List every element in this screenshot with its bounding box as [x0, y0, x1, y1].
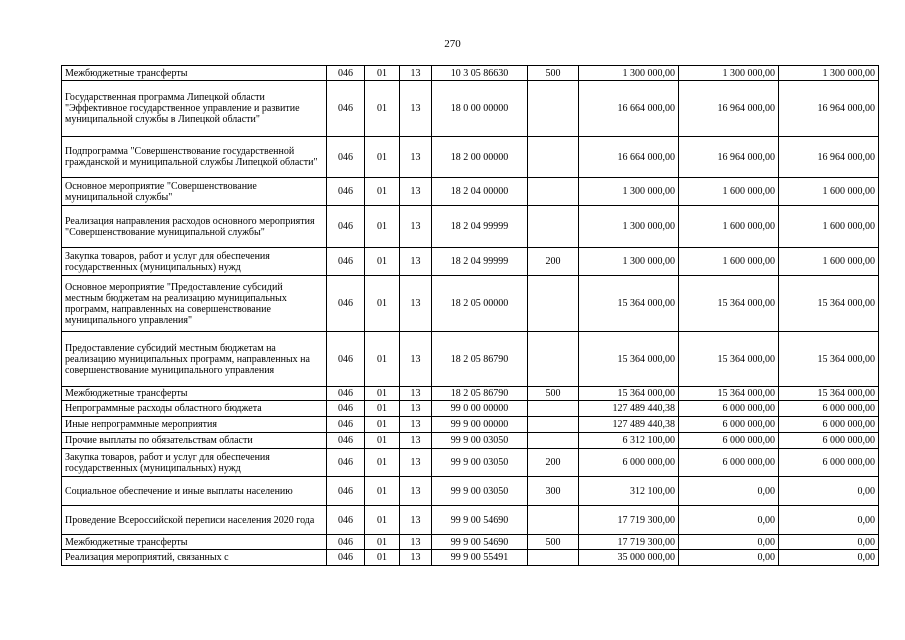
section-cell: 01	[365, 433, 400, 449]
subsection-cell: 13	[400, 248, 432, 276]
subsection-cell: 13	[400, 387, 432, 401]
table-row	[62, 477, 879, 506]
amount-year1-cell: 1 300 000,00	[579, 178, 679, 206]
subsection-cell: 13	[400, 535, 432, 550]
amount-year2-cell: 16 964 000,00	[679, 137, 779, 178]
target-article-cell: 99 9 00 03050	[432, 449, 528, 477]
table-row	[62, 137, 879, 178]
row-name-cell: Закупка товаров, работ и услуг для обеспечения государственных (муниципальных) нужд	[62, 248, 327, 276]
admin-code-cell: 046	[327, 332, 365, 387]
expense-type-cell	[528, 332, 579, 387]
amount-year2-cell: 1 600 000,00	[679, 248, 779, 276]
amount-year3-cell: 15 364 000,00	[779, 332, 879, 387]
amount-year2-cell: 16 964 000,00	[679, 81, 779, 137]
target-article-cell: 18 0 00 00000	[432, 81, 528, 137]
amount-year1-cell: 1 300 000,00	[579, 248, 679, 276]
row-name-cell: Подпрограмма "Совершенствование государственной гражданской и муниципальной службы Липецкой области"	[62, 137, 327, 178]
table-row	[62, 81, 879, 137]
amount-year2-cell: 0,00	[679, 550, 779, 566]
target-article-cell: 99 9 00 00000	[432, 417, 528, 433]
amount-year3-cell: 16 964 000,00	[779, 81, 879, 137]
amount-year3-cell: 0,00	[779, 550, 879, 566]
row-name-cell: Основное мероприятие "Совершенствование муниципальной службы"	[62, 178, 327, 206]
row-name-cell: Реализация мероприятий, связанных с	[62, 550, 327, 566]
amount-year1-cell: 1 300 000,00	[579, 66, 679, 81]
section-cell: 01	[365, 387, 400, 401]
row-name-cell: Закупка товаров, работ и услуг для обеспечения государственных (муниципальных) нужд	[62, 449, 327, 477]
row-name-cell: Прочие выплаты по обязательствам области	[62, 433, 327, 449]
admin-code-cell: 046	[327, 433, 365, 449]
section-cell: 01	[365, 276, 400, 332]
admin-code-cell: 046	[327, 449, 365, 477]
target-article-cell: 99 9 00 03050	[432, 433, 528, 449]
row-name-cell: Социальное обеспечение и иные выплаты населению	[62, 477, 327, 506]
target-article-cell: 99 9 00 03050	[432, 477, 528, 506]
expense-type-cell: 500	[528, 66, 579, 81]
table-row	[62, 417, 879, 433]
admin-code-cell: 046	[327, 81, 365, 137]
amount-year2-cell: 0,00	[679, 535, 779, 550]
amount-year2-cell: 0,00	[679, 477, 779, 506]
amount-year1-cell: 35 000 000,00	[579, 550, 679, 566]
amount-year2-cell: 6 000 000,00	[679, 449, 779, 477]
admin-code-cell: 046	[327, 178, 365, 206]
expense-type-cell	[528, 206, 579, 248]
expense-type-cell	[528, 550, 579, 566]
amount-year3-cell: 15 364 000,00	[779, 387, 879, 401]
amount-year1-cell: 17 719 300,00	[579, 535, 679, 550]
target-article-cell: 18 2 05 86790	[432, 332, 528, 387]
amount-year2-cell: 15 364 000,00	[679, 332, 779, 387]
amount-year2-cell: 1 600 000,00	[679, 206, 779, 248]
expense-type-cell	[528, 506, 579, 535]
admin-code-cell: 046	[327, 477, 365, 506]
amount-year1-cell: 16 664 000,00	[579, 137, 679, 178]
amount-year2-cell: 6 000 000,00	[679, 401, 779, 417]
table-row	[62, 550, 879, 566]
amount-year3-cell: 0,00	[779, 535, 879, 550]
amount-year2-cell: 15 364 000,00	[679, 387, 779, 401]
section-cell: 01	[365, 81, 400, 137]
budget-table	[61, 65, 879, 566]
subsection-cell: 13	[400, 178, 432, 206]
target-article-cell: 18 2 05 00000	[432, 276, 528, 332]
admin-code-cell: 046	[327, 276, 365, 332]
table-row	[62, 276, 879, 332]
amount-year2-cell: 15 364 000,00	[679, 276, 779, 332]
amount-year3-cell: 1 600 000,00	[779, 248, 879, 276]
section-cell: 01	[365, 401, 400, 417]
amount-year1-cell: 6 000 000,00	[579, 449, 679, 477]
amount-year1-cell: 17 719 300,00	[579, 506, 679, 535]
amount-year2-cell: 6 000 000,00	[679, 417, 779, 433]
page-number: 270	[444, 38, 461, 50]
admin-code-cell: 046	[327, 387, 365, 401]
amount-year2-cell: 1 600 000,00	[679, 178, 779, 206]
amount-year3-cell: 16 964 000,00	[779, 137, 879, 178]
section-cell: 01	[365, 206, 400, 248]
section-cell: 01	[365, 550, 400, 566]
section-cell: 01	[365, 137, 400, 178]
amount-year3-cell: 0,00	[779, 506, 879, 535]
amount-year3-cell: 6 000 000,00	[779, 449, 879, 477]
expense-type-cell: 500	[528, 387, 579, 401]
admin-code-cell: 046	[327, 248, 365, 276]
section-cell: 01	[365, 248, 400, 276]
subsection-cell: 13	[400, 66, 432, 81]
amount-year3-cell: 1 300 000,00	[779, 66, 879, 81]
amount-year3-cell: 1 600 000,00	[779, 178, 879, 206]
expense-type-cell	[528, 401, 579, 417]
table-row	[62, 387, 879, 401]
table-row	[62, 535, 879, 550]
section-cell: 01	[365, 178, 400, 206]
row-name-cell: Предоставление субсидий местным бюджетам на реализацию муниципальных программ, направленных на совершенствование муниципального управления	[62, 332, 327, 387]
expense-type-cell	[528, 137, 579, 178]
subsection-cell: 13	[400, 276, 432, 332]
expense-type-cell: 300	[528, 477, 579, 506]
row-name-cell: Межбюджетные трансферты	[62, 535, 327, 550]
row-name-cell: Межбюджетные трансферты	[62, 66, 327, 81]
target-article-cell: 18 2 04 00000	[432, 178, 528, 206]
admin-code-cell: 046	[327, 66, 365, 81]
table-row	[62, 66, 879, 81]
target-article-cell: 99 9 00 54690	[432, 506, 528, 535]
row-name-cell: Проведение Всероссийской переписи населения 2020 года	[62, 506, 327, 535]
target-article-cell: 18 2 05 86790	[432, 387, 528, 401]
table-row	[62, 206, 879, 248]
amount-year2-cell: 0,00	[679, 506, 779, 535]
row-name-cell: Основное мероприятие "Предоставление субсидий местным бюджетам на реализацию муниципальных программ, направленных на совершенствование муниципального управления"	[62, 276, 327, 332]
section-cell: 01	[365, 417, 400, 433]
expense-type-cell	[528, 276, 579, 332]
amount-year1-cell: 1 300 000,00	[579, 206, 679, 248]
target-article-cell: 18 2 00 00000	[432, 137, 528, 178]
amount-year3-cell: 15 364 000,00	[779, 276, 879, 332]
expense-type-cell	[528, 178, 579, 206]
target-article-cell: 18 2 04 99999	[432, 206, 528, 248]
amount-year3-cell: 6 000 000,00	[779, 401, 879, 417]
table-row	[62, 332, 879, 387]
amount-year2-cell: 6 000 000,00	[679, 433, 779, 449]
expense-type-cell: 200	[528, 449, 579, 477]
admin-code-cell: 046	[327, 550, 365, 566]
expense-type-cell: 500	[528, 535, 579, 550]
subsection-cell: 13	[400, 401, 432, 417]
subsection-cell: 13	[400, 506, 432, 535]
expense-type-cell	[528, 81, 579, 137]
amount-year1-cell: 16 664 000,00	[579, 81, 679, 137]
target-article-cell: 10 3 05 86630	[432, 66, 528, 81]
admin-code-cell: 046	[327, 401, 365, 417]
subsection-cell: 13	[400, 433, 432, 449]
table-row	[62, 401, 879, 417]
target-article-cell: 99 9 00 55491	[432, 550, 528, 566]
table-row	[62, 248, 879, 276]
row-name-cell: Непрограммные расходы областного бюджета	[62, 401, 327, 417]
amount-year1-cell: 127 489 440,38	[579, 401, 679, 417]
table-row	[62, 178, 879, 206]
target-article-cell: 99 9 00 54690	[432, 535, 528, 550]
subsection-cell: 13	[400, 550, 432, 566]
section-cell: 01	[365, 506, 400, 535]
admin-code-cell: 046	[327, 206, 365, 248]
expense-type-cell	[528, 417, 579, 433]
target-article-cell: 99 0 00 00000	[432, 401, 528, 417]
subsection-cell: 13	[400, 206, 432, 248]
amount-year3-cell: 0,00	[779, 477, 879, 506]
amount-year2-cell: 1 300 000,00	[679, 66, 779, 81]
expense-type-cell	[528, 433, 579, 449]
target-article-cell: 18 2 04 99999	[432, 248, 528, 276]
section-cell: 01	[365, 66, 400, 81]
row-name-cell: Межбюджетные трансферты	[62, 387, 327, 401]
subsection-cell: 13	[400, 449, 432, 477]
subsection-cell: 13	[400, 137, 432, 178]
table-row	[62, 506, 879, 535]
admin-code-cell: 046	[327, 506, 365, 535]
subsection-cell: 13	[400, 417, 432, 433]
table-row	[62, 433, 879, 449]
amount-year1-cell: 15 364 000,00	[579, 332, 679, 387]
subsection-cell: 13	[400, 81, 432, 137]
amount-year1-cell: 15 364 000,00	[579, 387, 679, 401]
amount-year1-cell: 15 364 000,00	[579, 276, 679, 332]
section-cell: 01	[365, 332, 400, 387]
amount-year1-cell: 127 489 440,38	[579, 417, 679, 433]
section-cell: 01	[365, 477, 400, 506]
row-name-cell: Государственная программа Липецкой области "Эффективное государственное управление и развитие муниципальной службы в Липецкой области"	[62, 81, 327, 137]
admin-code-cell: 046	[327, 535, 365, 550]
section-cell: 01	[365, 449, 400, 477]
admin-code-cell: 046	[327, 417, 365, 433]
row-name-cell: Иные непрограммные мероприятия	[62, 417, 327, 433]
amount-year1-cell: 6 312 100,00	[579, 433, 679, 449]
expense-type-cell: 200	[528, 248, 579, 276]
amount-year1-cell: 312 100,00	[579, 477, 679, 506]
subsection-cell: 13	[400, 477, 432, 506]
table-row	[62, 449, 879, 477]
section-cell: 01	[365, 535, 400, 550]
subsection-cell: 13	[400, 332, 432, 387]
amount-year3-cell: 6 000 000,00	[779, 417, 879, 433]
amount-year3-cell: 1 600 000,00	[779, 206, 879, 248]
row-name-cell: Реализация направления расходов основного мероприятия "Совершенствование муниципальной службы"	[62, 206, 327, 248]
admin-code-cell: 046	[327, 137, 365, 178]
amount-year3-cell: 6 000 000,00	[779, 433, 879, 449]
